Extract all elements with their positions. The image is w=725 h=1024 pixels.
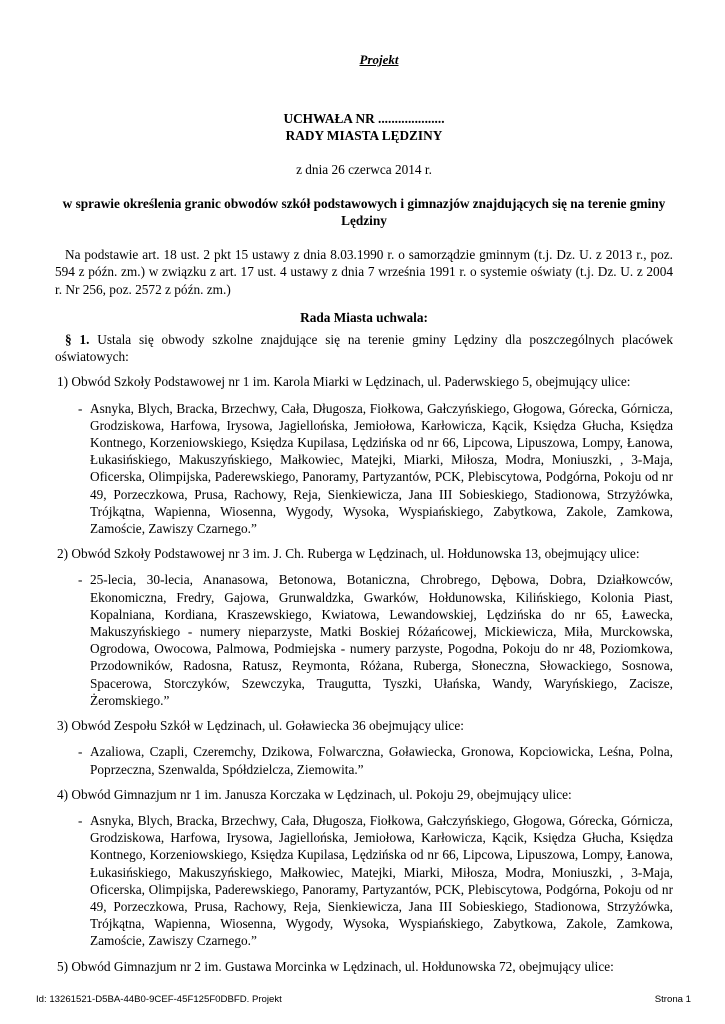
district-1 (55, 373, 673, 537)
projekt-label: Projekt (359, 52, 399, 67)
section-1-paragraph (55, 331, 673, 365)
district-heading: 4) Obwód Gimnazjum nr 1 im. Janusza Korczaka w Lędzinach, ul. Pokoju 29, obejmujący ulice: (57, 786, 572, 802)
list-dash: - (78, 400, 83, 416)
resolution-number: UCHWAŁA NR .................... (283, 111, 445, 127)
district-heading: 3) Obwód Zespołu Szkół w Lędzinach, ul. Goławiecka 36 obejmujący ulice: (57, 718, 464, 734)
street-names: Asnyka, Blych, Bracka, Brzechwy, Cała, Długosza, Fiołkowa, Gałczyńskiego, Głogowa, Górecka, Górnicza, Grodziskowa, Harfowa, Irysowa, Jagiellońska, Jemiołowa, Karłowicza, Kącik, Księdza Głucha, Księdza Kontnego, Korzeniowskiego, Księdza Kupilasa, Lędzińska od nr 66, Lipcowa, Lipuszowa, Lompy, Łanowa, Łukasińskiego, Makuszyńskiego, Małkowiec, Matejki, Miarki, Miłosza, Modra, Moniuszki, , 3-Maja, Oficerska, Olimpijska, Paderewskiego, Panoramy, Partyzantów, PCK, Plebiscytowa, Podgórna, Pokoju od nr 49, Porzeczkowa, Prusa, Rachowy, Reja, Sienkiewicza, Jana III Sobieskiego, Stadionowa, Strzyżówka, Trójkątna, Wapienna, Wiosenna, Wygody, Wysoka, Wyspiańskiego, Zabytkowa, Zakole, Zamkowa, Zamoście, Zawiszy Czarnego.” (90, 812, 673, 949)
section-1-marker: § 1. (65, 332, 90, 348)
council-resolves-heading: Rada Miasta uchwala: (300, 309, 428, 325)
street-names: 25-lecia, 30-lecia, Ananasowa, Betonowa, Botaniczna, Chrobrego, Dębowa, Dobra, Działkowców, Ekonomiczna, Fredry, Gajowa, Grunwaldzka, Gwarków, Hołdunowska, Kilińskiego, Kolonia Piast, Kopalniana, Kordiana, Kraszewskiego, Kwiatowa, Lewandowskiej, Lędzińska do nr 65, Ławecka, Makuszyńskiego - numery nieparzyste, Matki Boskiej Różańcowej, Mickiewicza, Miła, Murckowska, Ogrodowa, Owocowa, Palmowa, Podmiejska - numery parzyste, Pogodna, Pokoju do nr 48, Poziomkowa, Przodowników, Radosna, Ratusz, Reymonta, Różana, Ruberga, Słoneczna, Słowackiego, Sosnowa, Spacerowa, Storczyków, Szewczyka, Traugutta, Tyszki, Ułańska, Wandy, Waryńskiego, Zacisze, Żeromskiego.” (90, 572, 673, 708)
district-4 (55, 786, 673, 950)
street-names: Azaliowa, Czapli, Czeremchy, Dzikowa, Folwarczna, Goławiecka, Gronowa, Kopciowicka, Leśna, Polna, Poprzeczna, Szenwalda, Spółdzielcza, Ziemowita.” (90, 744, 673, 777)
district-heading: 5) Obwód Gimnazjum nr 2 im. Gustawa Morcinka w Lędzinach, ul. Hołdunowska 72, obejmujący ulice: (57, 958, 614, 974)
legal-basis-paragraph: Na podstawie art. 18 ust. 2 pkt 15 ustawy z dnia 8.03.1990 r. o samorządzie gminnym (t.j. Dz. U. z 2013 r., poz. 594 z późn. zm.) w związku z art. 17 ust. 4 ustawy z dnia 7 września 1991 r. o systemie oświaty (t.j. Dz. U. z 2004 r. Nr 256, poz. 2572 z późn. zm.) (55, 247, 673, 297)
document-content (55, 51, 673, 975)
street-list (55, 571, 673, 709)
council-name: RADY MIASTA LĘDZINY (285, 128, 443, 144)
section-1-text: Ustala się obwody szkolne znajdujące się na terenie gminy Lędziny dla poszczególnych placówek oświatowych: (55, 332, 673, 365)
page-number: Strona 1 (654, 994, 691, 1005)
resolution-date: z dnia 26 czerwca 2014 r. (296, 161, 432, 177)
list-dash: - (78, 744, 83, 760)
district-5 (55, 958, 673, 975)
district-3 (55, 717, 673, 778)
resolution-title (55, 110, 673, 144)
street-names: Asnyka, Blych, Bracka, Brzechwy, Cała, Długosza, Fiołkowa, Gałczyńskiego, Głogowa, Górecka, Górnicza, Grodziskowa, Harfowa, Irysowa, Jagiellońska, Jemiołowa, Karłowicza, Kącik, Księdza Głucha, Księdza Kontnego, Korzeniowskiego, Księdza Kupilasa, Lędzińska od nr 66, Lipcowa, Lipuszowa, Lompy, Łanowa, Łukasińskiego, Makuszyńskiego, Małkowiec, Matejki, Miarki, Miłosza, Modra, Moniuszki, , 3-Maja, Oficerska, Olimpijska, Paderewskiego, Panoramy, Partyzantów, PCK, Plebiscytowa, Podgórna, Pokoju od nr 49, Porzeczkowa, Prusa, Rachowy, Reja, Sienkiewicza, Jana III Sobieskiego, Stadionowa, Strzyżówka, Trójkątna, Wapienna, Wiosenna, Wygody, Wysoka, Wyspiańskiego, Zabytkowa, Zakole, Zamkowa, Zamoście, Zawiszy Czarnego.” (90, 400, 673, 537)
document-id: Id: 13261521-D5BA-44B0-9CEF-45F125F0DBFD. Projekt (36, 994, 282, 1005)
district-2 (55, 545, 673, 709)
street-list (55, 400, 673, 538)
street-list (55, 743, 673, 777)
district-heading: 2) Obwód Szkoły Podstawowej nr 3 im. J. Ch. Ruberga w Lędzinach, ul. Hołdunowska 13, obejmujący ulice: (57, 546, 640, 562)
list-dash: - (78, 572, 83, 588)
street-list (55, 812, 673, 950)
resolution-subject: w sprawie określenia granic obwodów szkół podstawowych i gimnazjów znajdujących się na terenie gminy Lędziny (62, 195, 666, 229)
district-heading: 1) Obwód Szkoły Podstawowej nr 1 im. Karola Miarki w Lędzinach, ul. Paderwskiego 5, obejmujący ulice: (57, 374, 631, 390)
list-dash: - (78, 812, 83, 828)
